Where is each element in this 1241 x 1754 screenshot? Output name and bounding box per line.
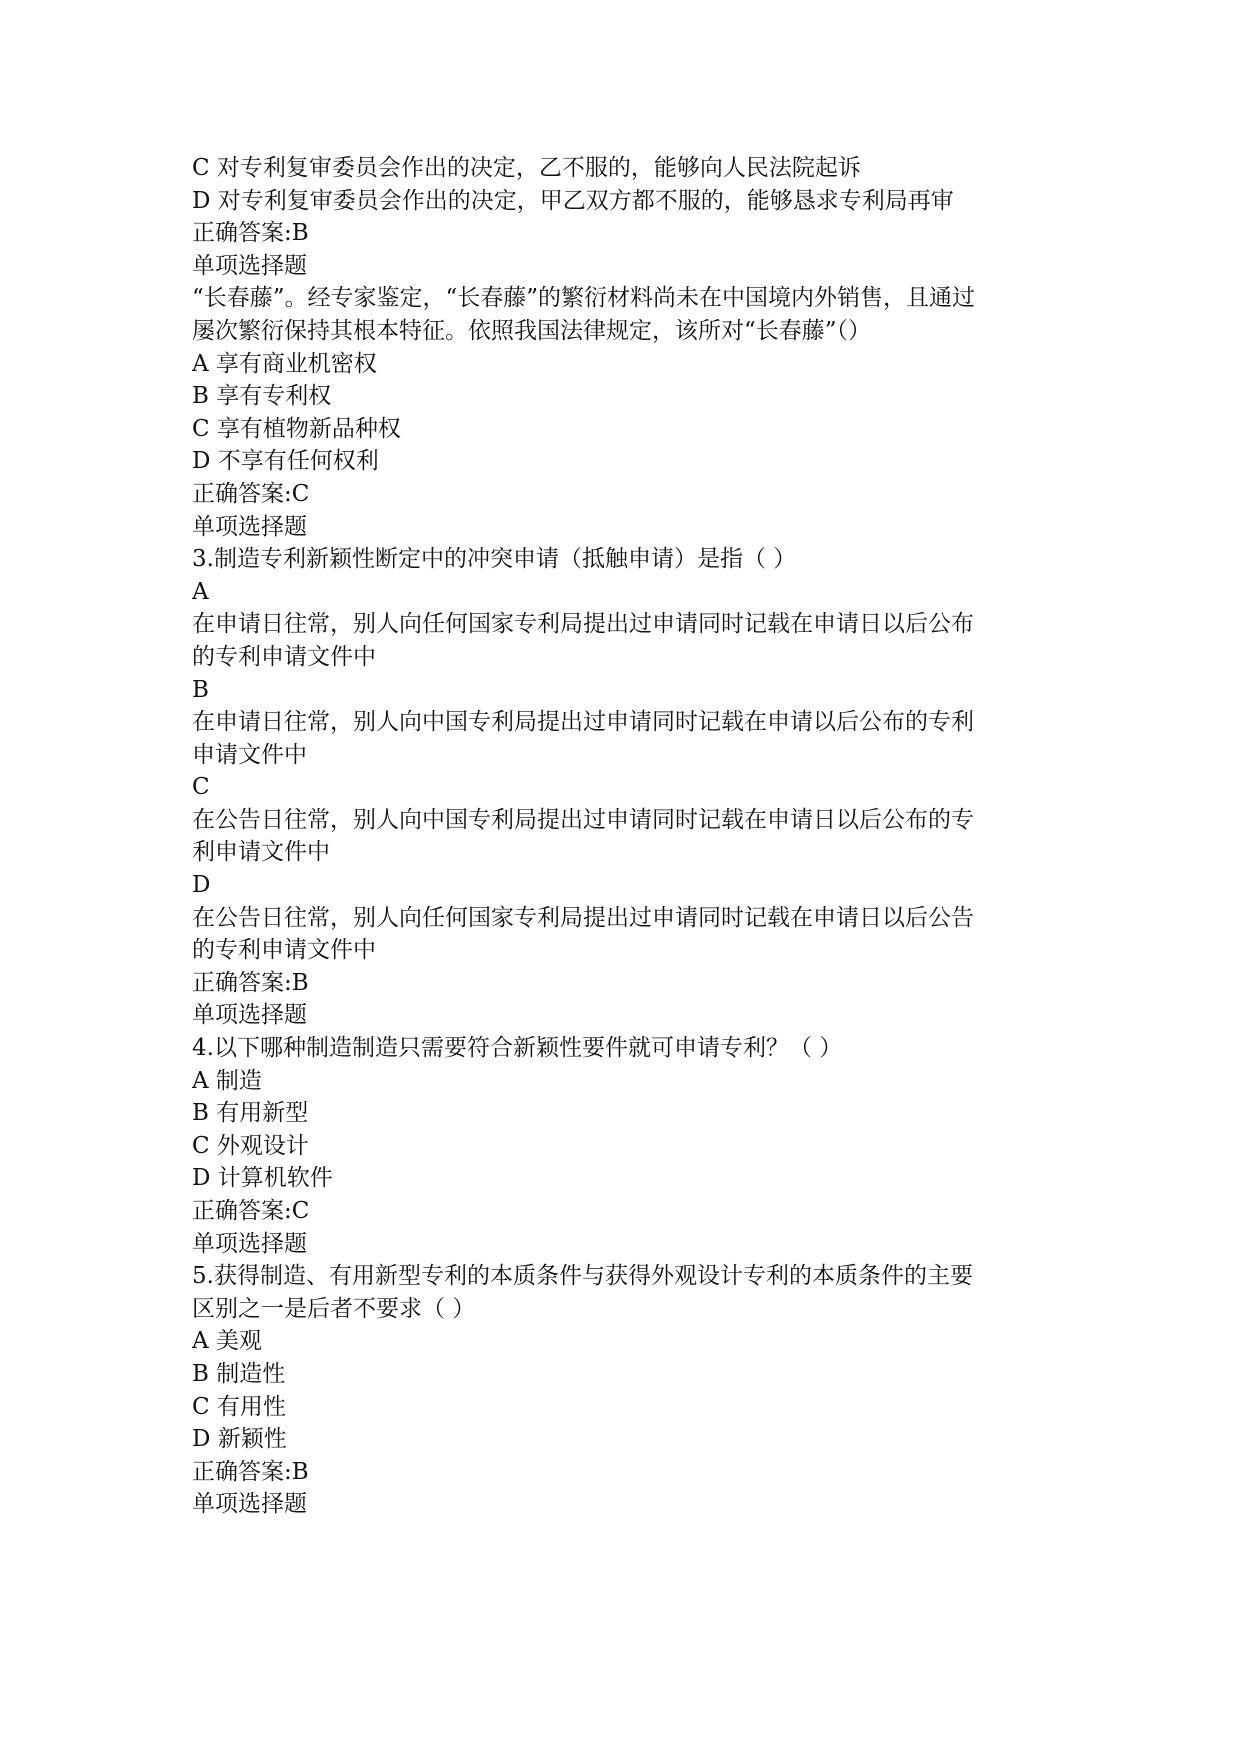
- option-text-line: 的专利申请文件中: [192, 937, 376, 964]
- question-text-line: 3.制造专利新颖性断定中的冲突申请（抵触申请）是指（ ）: [192, 546, 797, 573]
- option-d-line: D 对专利复审委员会作出的决定，甲乙双方都不服的，能够恳求专利局再审: [192, 187, 954, 214]
- option-text-line: 利申请文件中: [192, 839, 330, 866]
- question-text-line: 4.以下哪种制造制造只需要符合新颖性要件就可申请专利？（ ）: [192, 1035, 843, 1062]
- option-text-line: 在申请日往常，别人向中国专利局提出过申请同时记载在申请以后公布的专利: [192, 709, 974, 736]
- question-type-label: 单项选择题: [192, 1230, 307, 1257]
- option-c-line: C 有用性: [192, 1393, 286, 1420]
- option-b-line: B 享有专利权: [192, 383, 332, 410]
- option-label-c: C: [192, 774, 210, 801]
- question-text-line: “长春藤”。经专家鉴定，“长春藤”的繁衍材料尚未在中国境内外销售，且通过: [192, 285, 976, 312]
- option-a-line: A 美观: [192, 1328, 262, 1355]
- answer-line: 正确答案:C: [192, 1198, 310, 1224]
- question-type-label: 单项选择题: [192, 252, 307, 279]
- option-b-line: B 有用新型: [192, 1100, 309, 1127]
- option-label-d: D: [192, 872, 211, 899]
- option-c-line: C 享有植物新品种权: [192, 415, 401, 442]
- option-a-line: A 享有商业机密权: [192, 350, 377, 377]
- option-text-line: 申请文件中: [192, 741, 307, 768]
- option-text-line: 在公告日往常，别人向任何国家专利局提出过申请同时记载在申请日以后公告: [192, 904, 974, 931]
- question-type-label: 单项选择题: [192, 1002, 307, 1029]
- option-d-line: D 不享有任何权利: [192, 448, 379, 475]
- question-text-line: 屡次繁衍保持其根本特征。依照我国法律规定，该所对“长春藤”（）: [192, 317, 872, 344]
- question-type-label: 单项选择题: [192, 513, 307, 540]
- option-d-line: D 计算机软件: [192, 1165, 333, 1192]
- document-body: [192, 152, 1052, 1521]
- option-text-line: 的专利申请文件中: [192, 643, 376, 670]
- option-c-line: C 对专利复审委员会作出的决定，乙不服的，能够向人民法院起诉: [192, 155, 861, 181]
- option-text-line: 在申请日往常，别人向任何国家专利局提出过申请同时记载在申请日以后公布: [192, 611, 974, 638]
- option-text-line: 在公告日往常，别人向中国专利局提出过申请同时记载在申请日以后公布的专: [192, 806, 974, 833]
- question-type-label: 单项选择题: [192, 1491, 307, 1518]
- answer-line: 正确答案:B: [192, 969, 309, 996]
- answer-line: 正确答案:C: [192, 480, 310, 507]
- option-label-a: A: [192, 578, 209, 605]
- question-text-line: 区别之一是后者不要求（ ）: [192, 1295, 476, 1322]
- answer-line: 正确答案:B: [192, 220, 309, 247]
- answer-line: 正确答案:B: [192, 1458, 309, 1485]
- option-a-line: A 制造: [192, 1067, 262, 1094]
- option-c-line: C 外观设计: [192, 1132, 309, 1159]
- option-label-b: B: [192, 676, 209, 703]
- option-d-line: D 新颖性: [192, 1426, 287, 1453]
- option-b-line: B 制造性: [192, 1360, 286, 1387]
- question-text-line: 5.获得制造、有用新型专利的本质条件与获得外观设计专利的本质条件的主要: [192, 1263, 973, 1290]
